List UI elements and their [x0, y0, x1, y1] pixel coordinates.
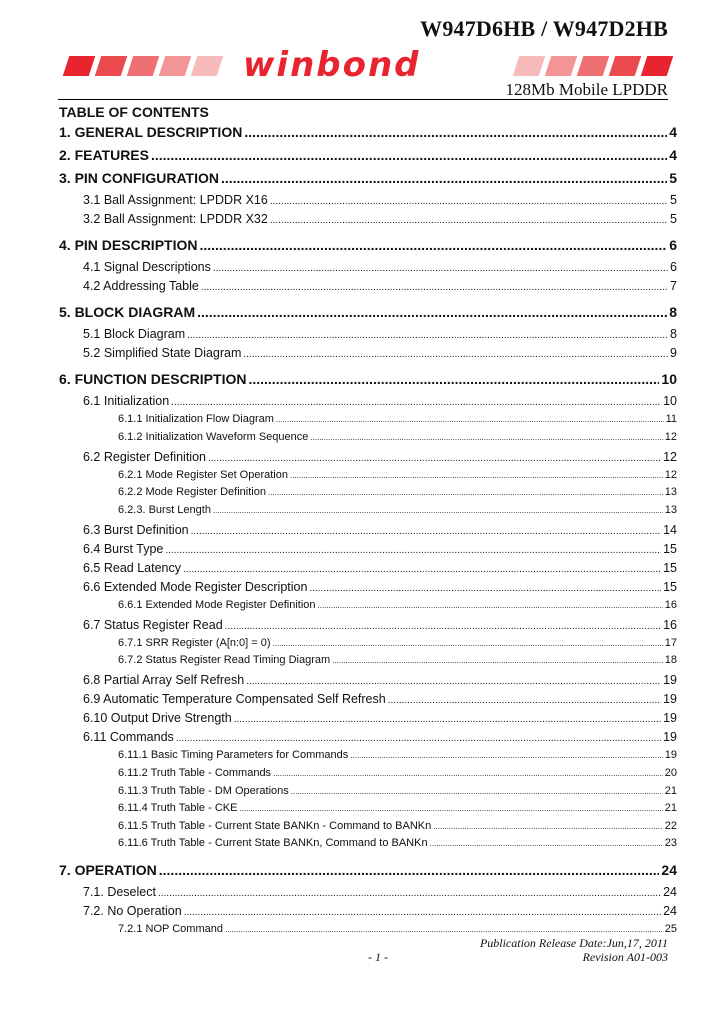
toc-leader-dots [270, 196, 668, 207]
brand-block [63, 56, 95, 76]
toc-leader-dots [199, 237, 667, 253]
toc-entry-page: 16 [663, 617, 677, 632]
toc-entry-page: 4 [669, 124, 677, 140]
toc-entry[interactable] [118, 749, 677, 761]
toc-leader-dots [350, 751, 662, 760]
toc-entry[interactable] [118, 837, 677, 849]
toc-entry-page: 19 [663, 692, 677, 707]
toc-leader-dots [318, 601, 663, 610]
toc-entry[interactable] [59, 124, 677, 140]
toc-leader-dots [171, 397, 661, 408]
toc-entry[interactable] [83, 346, 677, 360]
toc-entry-title: 6.8 Partial Array Self Refresh [83, 673, 245, 688]
toc-entry-title: 6.11.2 Truth Table - Commands [118, 767, 272, 779]
toc-leader-dots [270, 215, 668, 226]
toc-leader-dots [159, 862, 660, 878]
toc-leader-dots [248, 371, 659, 387]
toc-entry[interactable] [118, 637, 677, 649]
toc-entry-title: 6.7.2 Status Register Read Timing Diagram [118, 654, 331, 667]
toc-entry-title: 6.7.1 SRR Register (A[n:0] = 0) [118, 636, 271, 649]
toc-entry[interactable] [118, 486, 677, 498]
toc-entry-page: 19 [663, 673, 677, 688]
toc-entry-page: 14 [663, 522, 677, 537]
brand-block [545, 56, 577, 76]
toc-entry-page: 13 [664, 486, 677, 499]
toc-entry[interactable] [83, 260, 677, 274]
toc-entry-page: 11 [665, 413, 677, 425]
toc-entry[interactable] [118, 785, 677, 797]
brand-blocks-left [66, 56, 220, 76]
toc-entry-page: 20 [664, 767, 677, 779]
toc-leader-dots [246, 676, 661, 687]
toc-leader-dots [290, 471, 663, 480]
toc-leader-dots [183, 564, 661, 575]
toc-entry[interactable] [118, 923, 677, 935]
brand-block [577, 56, 609, 76]
toc-entry[interactable] [83, 542, 677, 556]
toc-entry-title: 4. PIN DESCRIPTION [59, 237, 198, 253]
toc-leader-dots [187, 330, 668, 341]
toc-entry-title: 6.6.1 Extended Mode Register Definition [118, 598, 316, 611]
toc-entry[interactable] [118, 431, 677, 443]
toc-entry-title: 7.1. Deselect [83, 885, 156, 900]
toc-entry-title: 6.11.1 Basic Timing Parameters for Commands [118, 749, 349, 762]
toc-entry-page: 23 [664, 837, 677, 850]
toc-leader-dots [176, 733, 661, 744]
toc-entry-page: 10 [663, 394, 677, 408]
toc-entry[interactable] [118, 767, 677, 779]
toc-entry-title: 6. FUNCTION DESCRIPTION [59, 371, 247, 387]
toc-entry[interactable] [83, 394, 677, 408]
toc-entry[interactable] [83, 673, 677, 687]
toc-leader-dots [158, 888, 661, 899]
toc-entry-title: 6.1 Initialization [83, 394, 170, 408]
toc-entry[interactable] [83, 450, 677, 464]
toc-entry-page: 25 [664, 923, 677, 936]
toc-entry-page: 6 [670, 260, 677, 274]
toc-entry-title: 7.2.1 NOP Command [118, 923, 223, 936]
toc-entry-title: 6.6 Extended Mode Register Description [83, 579, 308, 594]
toc-entry-page: 12 [663, 449, 677, 464]
toc-entry[interactable] [83, 580, 677, 594]
brand-block [609, 56, 641, 76]
toc-leader-dots [244, 124, 667, 140]
toc-entry-page: 18 [664, 654, 677, 667]
toc-leader-dots [332, 656, 663, 665]
toc-entry-title: 6.4 Burst Type [83, 541, 164, 556]
toc-entry-page: 19 [664, 749, 677, 762]
toc-entry-title: 6.2.1 Mode Register Set Operation [118, 468, 288, 481]
toc-entry-title: 4.2 Addressing Table [83, 279, 199, 293]
toc-leader-dots [433, 822, 663, 831]
toc-entry-title: 6.11.5 Truth Table - Current State BANKn - Command to BANKn [118, 819, 432, 832]
brand-block [641, 56, 673, 76]
toc-entry[interactable] [83, 193, 677, 207]
toc-leader-dots [388, 695, 661, 706]
brand-block [127, 56, 159, 76]
revision: Revision A01-003 [582, 950, 668, 964]
toc-leader-dots [273, 639, 663, 648]
toc-entry-page: 10 [661, 371, 677, 387]
brand-block [159, 56, 191, 76]
toc-leader-dots [276, 415, 664, 424]
toc-entry-page: 5 [670, 212, 677, 226]
toc-entry[interactable] [118, 654, 677, 666]
brand-bar [66, 45, 670, 85]
toc-entry[interactable] [59, 371, 677, 387]
toc-entry-page: 24 [663, 885, 677, 900]
winbond-logo: winbond [243, 45, 421, 85]
toc-entry-title: 2. FEATURES [59, 147, 149, 163]
toc-entry-title: 1. GENERAL DESCRIPTION [59, 124, 243, 140]
toc-leader-dots [310, 433, 662, 442]
toc-entry-page: 12 [664, 468, 677, 481]
toc-entry-page: 19 [663, 711, 677, 726]
toc-leader-dots [239, 804, 662, 813]
toc-entry-title: 6.11.6 Truth Table - Current State BANKn, Command to BANKn [118, 837, 428, 850]
toc-entry-title: 6.11.4 Truth Table - CKE [118, 802, 238, 815]
toc-entry-title: 6.9 Automatic Temperature Compensated Self Refresh [83, 692, 386, 707]
toc-entry[interactable] [118, 802, 677, 814]
toc-entry-title: 3.1 Ball Assignment: LPDDR X16 [83, 193, 268, 207]
toc-entry-page: 15 [663, 560, 677, 575]
toc-entry-page: 12 [664, 430, 677, 443]
toc-entry[interactable] [59, 862, 677, 878]
toc-entry-title: 5. BLOCK DIAGRAM [59, 304, 196, 320]
toc-entry-page: 22 [664, 819, 677, 832]
toc-entry-page: 24 [663, 904, 677, 919]
toc-entry-title: 6.11 Commands [83, 730, 174, 745]
toc-entry[interactable] [83, 885, 677, 899]
toc-entry[interactable] [118, 820, 677, 832]
toc-entry[interactable] [118, 599, 677, 611]
toc-entry-page: 15 [663, 541, 677, 556]
toc-entry-page: 8 [669, 304, 677, 320]
toc-entry[interactable] [83, 327, 677, 341]
toc-entry-title: 6.1.1 Initialization Flow Diagram [118, 413, 274, 425]
toc-leader-dots [291, 787, 663, 796]
toc-leader-dots [184, 907, 661, 918]
toc-entry-page: 4 [669, 147, 677, 163]
toc-entry-page: 21 [664, 784, 677, 797]
toc-entry-title: 6.3 Burst Definition [83, 522, 189, 537]
toc-leader-dots [208, 453, 661, 464]
brand-block [191, 56, 223, 76]
toc-leader-dots [213, 506, 663, 515]
toc-entry-page: 7 [670, 279, 677, 293]
brand-blocks-right [516, 56, 670, 76]
toc-entry-page: 8 [670, 327, 677, 341]
toc-leader-dots [273, 769, 663, 778]
toc-entry-title: 5.2 Simplified State Diagram [83, 346, 242, 360]
publication-date: Publication Release Date:Jun,17, 2011 [479, 936, 668, 950]
toc-entry[interactable] [83, 692, 677, 706]
toc-leader-dots [197, 304, 667, 320]
toc-entry[interactable] [118, 504, 677, 516]
toc-entry-title: 6.5 Read Latency [83, 560, 181, 575]
toc-entry-title: 6.11.3 Truth Table - DM Operations [118, 784, 289, 797]
toc-entry-title: 6.2.3. Burst Length [118, 503, 211, 516]
toc-entry[interactable] [83, 711, 677, 725]
toc-leader-dots [191, 526, 661, 537]
toc-leader-dots [268, 488, 663, 497]
toc-leader-dots [309, 583, 661, 594]
header-rule [58, 99, 668, 100]
toc-entry-title: 6.2 Register Definition [83, 449, 206, 464]
toc-leader-dots [213, 263, 668, 274]
toc-entry[interactable] [83, 904, 677, 918]
toc-entry[interactable] [59, 237, 677, 253]
toc-entry-page: 16 [664, 598, 677, 611]
toc-leader-dots [151, 147, 667, 163]
toc-entry-title: 6.2.2 Mode Register Definition [118, 486, 266, 499]
toc-title: TABLE OF CONTENTS [59, 104, 209, 120]
toc-entry-page: 9 [670, 346, 677, 360]
toc-entry-page: 24 [661, 862, 677, 879]
toc-entry-page: 5 [669, 170, 677, 186]
toc-entry[interactable] [118, 469, 677, 481]
toc-entry-title: 5.1 Block Diagram [83, 327, 186, 341]
toc-leader-dots [225, 621, 661, 632]
brand-block [513, 56, 545, 76]
toc-entry[interactable] [83, 523, 677, 537]
toc-entry-title: 7.2. No Operation [83, 904, 182, 919]
toc-leader-dots [430, 839, 663, 848]
brand-block [95, 56, 127, 76]
toc-entry-page: 5 [670, 193, 677, 207]
toc-entry-page: 13 [664, 503, 677, 516]
page-number: - 1 - [368, 950, 388, 964]
toc-leader-dots [234, 714, 661, 725]
toc-entry[interactable] [83, 618, 677, 632]
toc-entry[interactable] [83, 730, 677, 744]
toc-entry-title: 6.7 Status Register Read [83, 617, 223, 632]
toc-entry-title: 6.1.2 Initialization Waveform Sequence [118, 430, 309, 443]
toc-entry-page: 15 [663, 579, 677, 594]
toc-leader-dots [201, 282, 668, 293]
toc-leader-dots [225, 925, 663, 934]
toc-entry-title: 7. OPERATION [59, 862, 157, 879]
toc-entry[interactable] [59, 170, 677, 186]
toc-leader-dots [165, 545, 661, 556]
toc-entry[interactable] [83, 561, 677, 575]
toc-entry-title: 6.10 Output Drive Strength [83, 711, 232, 726]
toc-leader-dots [221, 170, 667, 186]
toc-entry-page: 6 [669, 237, 677, 253]
toc-entry-title: 3. PIN CONFIGURATION [59, 170, 219, 186]
toc-entry[interactable] [118, 413, 677, 425]
toc-entry[interactable] [83, 279, 677, 293]
product-subtitle: 128Mb Mobile LPDDR [505, 80, 668, 99]
toc-entry-title: 3.2 Ball Assignment: LPDDR X32 [83, 212, 268, 226]
toc-entry-page: 19 [663, 730, 677, 745]
toc-entry-title: 4.1 Signal Descriptions [83, 260, 211, 274]
toc-entry-page: 17 [664, 636, 677, 649]
toc-entry-page: 21 [664, 802, 677, 815]
toc-entry[interactable] [83, 212, 677, 226]
part-number: W947D6HB / W947D2HB [420, 16, 668, 41]
toc-leader-dots [243, 349, 668, 360]
toc-entry[interactable] [59, 147, 677, 163]
toc-entry[interactable] [59, 304, 677, 320]
